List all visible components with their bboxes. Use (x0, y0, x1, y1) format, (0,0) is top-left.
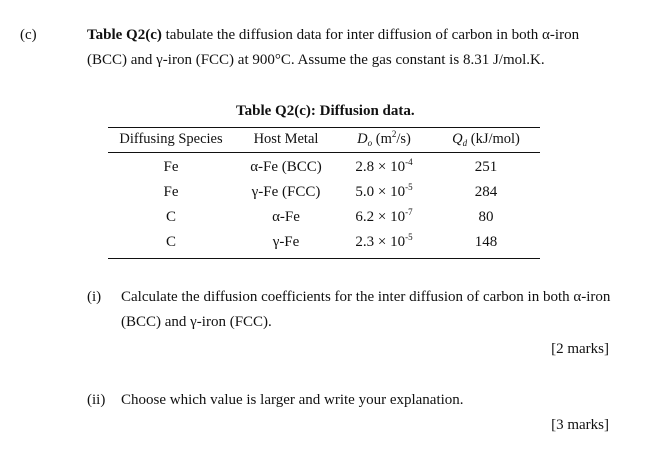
cell-d0: $6.2 \times 10^{-7}$ (355, 207, 413, 225)
header-qd: $Q_d$ (kJ/mol) (452, 131, 520, 148)
cell-d0: $2.3 \times 10^{-5}$ (355, 232, 413, 250)
part-i-marks: [2 marks] (551, 341, 609, 357)
cell-host: α-Fe (BCC) (250, 159, 322, 175)
question-line-1-text: tabulate the diffusion data for inter diffusion of carbon in both α-iron (161, 27, 580, 43)
table-caption: Table Q2(c): Diffusion data. (236, 103, 415, 119)
cell-d0: $5.0 \times 10^{-5}$ (355, 182, 413, 200)
question-label: (c) (20, 27, 37, 43)
cell-species: Fe (163, 184, 179, 200)
header-diffusing-species: Diffusing Species (119, 131, 223, 147)
cell-qd: 148 (474, 234, 498, 250)
part-i-label: (i) (87, 289, 102, 305)
cell-d0: $2.8 \times 10^{-4}$ (355, 157, 413, 175)
table-top-rule (108, 127, 540, 128)
cell-qd: 251 (474, 159, 498, 175)
part-i-line-1: Calculate the diffusion coefficients for the inter diffusion of carbon in both α-iron (121, 289, 611, 305)
part-ii-marks: [3 marks] (551, 417, 609, 433)
header-host-metal: Host Metal (253, 131, 319, 147)
cell-qd: 80 (478, 209, 494, 225)
cell-host: γ-Fe (272, 234, 300, 250)
cell-species: C (165, 234, 176, 250)
header-d0: $D_o$ $(m^2/s)$ (357, 129, 411, 148)
part-i-line-2: (BCC) and γ-iron (FCC). (121, 314, 272, 330)
question-line-2: (BCC) and γ-iron (FCC) at 900°C. Assume the gas constant is 8.31 J/mol.K. (87, 52, 545, 68)
cell-host: α-Fe (272, 209, 300, 225)
cell-species: C (165, 209, 176, 225)
cell-qd: 284 (474, 184, 498, 200)
table-header-rule (108, 152, 540, 153)
table-reference: Table Q2(c) (87, 27, 162, 43)
question-line-1 (87, 27, 579, 44)
cell-host: γ-Fe (FCC) (251, 184, 321, 200)
table-bottom-rule (108, 258, 540, 259)
part-ii-label: (ii) (87, 392, 106, 408)
cell-species: Fe (163, 159, 179, 175)
part-ii-line-1: Choose which value is larger and write your explanation. (121, 392, 464, 408)
